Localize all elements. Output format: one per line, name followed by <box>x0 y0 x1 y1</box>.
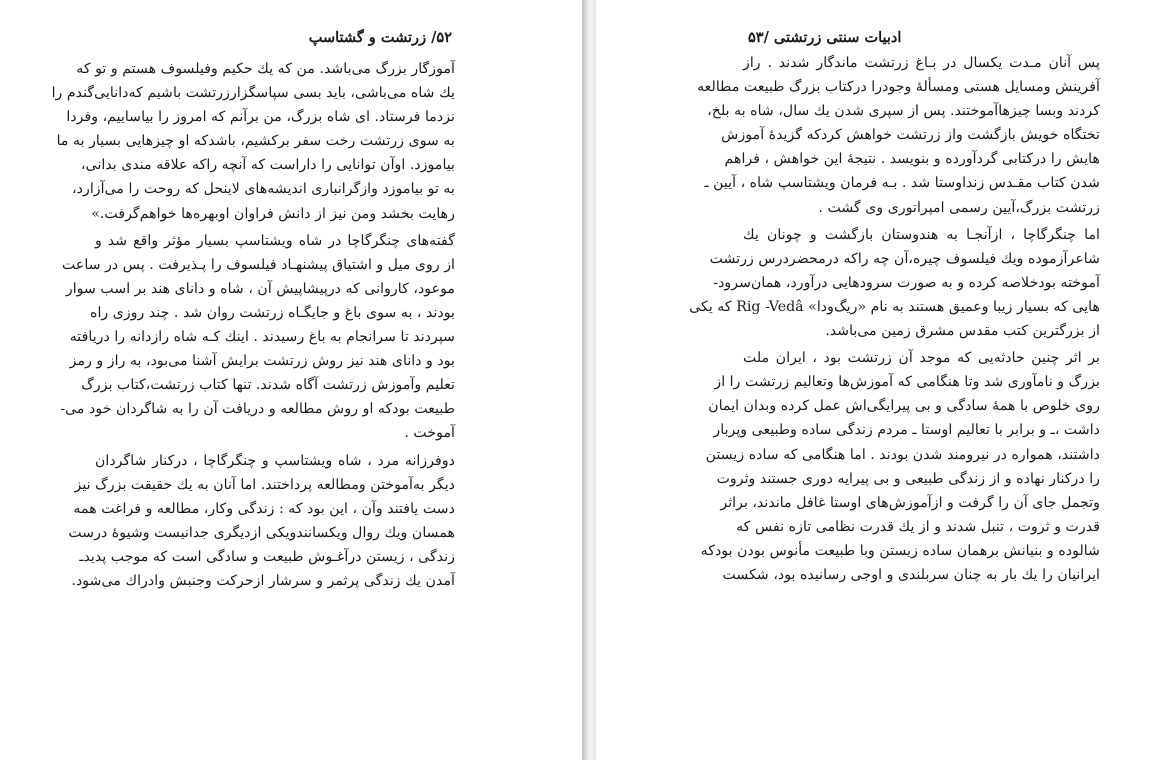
right-body-text <box>689 51 1100 587</box>
text-line: طبیعت بودکه او روش مطالعه و دریافت آن را به شاگردان خود می- <box>60 401 455 418</box>
left-body-text <box>51 57 455 593</box>
text-line: کردند وبسا چیزهاآموختند. پس از سپری شدن یك سال، شاه به بلخ، <box>707 103 1100 120</box>
text-line: هایی که بسیار زیبا وعمیق هستند به نام «ریگ‌ودا» Rig -Vedâ که یکی <box>689 298 1100 315</box>
text-line: رهایت بخشد ومن نیز از دانش فراوان اوبهره‌ها خواهم‌گرفت.» <box>91 205 455 222</box>
text-line: بودند ، به سوی باغ و جایگـاه زرتشت روان شد . چند روزی راه <box>90 304 455 321</box>
text-line: آموخته بودخلاصه کرده و به صورت سرودهایی درآورد، همان‌سرود- <box>713 274 1100 291</box>
text-line: تختگاه خویش بازگشت واز زرتشت خواهش کردکه گزیدهٔ آموزش <box>721 127 1100 144</box>
text-line: بزرگ و نامآوری شد وتا هنگامی که آموزش‌ها وتعالیم زرتشت را از <box>714 374 1100 391</box>
text-line: نزدما فرستاد. ای شاه بزرگ، من برآنم که امروز را بیاساییم، وفردا <box>66 109 455 126</box>
text-line: گفته‌های چنگرگاچا در شاه ویشتاسپ بسیار مؤثر واقع شد و <box>95 232 455 249</box>
text-line: زرتشت بزرگ،آیین رسمی امپراتوری وی گشت . <box>818 199 1100 216</box>
text-line: آمدن یك زندگی پرثمر و سرشار ازحرکت وجنبش وادراك می‌شود. <box>71 572 455 589</box>
text-line: را درکنار نهاده و از زندگی طبیعی و بی پیرایه دوری جستند وثروت <box>716 470 1100 487</box>
text-line: ایرانیان را یك بار به چنان سربلندی و اوجی رسانیده بود، شکست <box>722 566 1100 583</box>
text-line: هایش را درکتابی گردآورده و بنویسد . نتیجهٔ این خواهش ، فراهم <box>724 151 1100 168</box>
text-line: بیاموزد. اوآن توانایی را داراست که آنچه راکه علاقه مندی بدانی، <box>81 157 455 174</box>
text-line: بود و دانای هند نیز روش زرتشت برایش آشنا می‌بود، به راز و رمز <box>69 353 455 370</box>
text-line: پس آنان مـدت یکسال در بـاغ زرتشت ماندگار شدند . راز <box>743 55 1100 71</box>
text-line: آموخت . <box>404 425 455 442</box>
text-line: به سوی زرتشت رخت سفر برکشیم، باشدکه او چیزهایی بسیار به ما <box>56 133 455 150</box>
text-line: تعلیم وآموزش زرتشت آگاه شدند. تنها کتاب زرتشت،کتاب بزرگ <box>81 377 455 394</box>
text-line: داشت ،ـ و برابر با تعالیم اوستا ـ مردم زندگی ساده وطبیعی وپربار <box>713 422 1100 439</box>
text-line: دوفرزانه مرد ، شاه ویشتاسپ و چنگرگاچا ، درکنار شاگردان <box>95 452 455 469</box>
text-line: دیگر به‌آموختن ومطالعه پرداختند. اما آنان به یك حقیقت بزرگ نیز <box>74 476 455 493</box>
text-line: زندگی ، زیستن درآغـوش طبیعت و سادگی است که موجب پدیدـ <box>79 548 455 565</box>
text-line: دست یافتند وآن ، این بود که : زندگی وکار، مطالعه و فراغت همه <box>73 500 455 517</box>
text-line: از بزرگترین کتب مقدس مشرق زمین می‌باشد. <box>825 323 1100 340</box>
text-line: اما چنگرگاچا ، ازآنجـا به هندوستان بازگشت و چونان یك <box>743 226 1100 243</box>
text-line: قدرت و ثروت ، تنبل شدند و از یك قدرت نظامی تازه نفس که <box>736 518 1100 535</box>
text-line: از روی میل و اشتیاق پیشنهـاد فیلسوف را پـذیرفت . پس در ساعت <box>61 256 455 273</box>
text-line: وتجمل جای آن را گرفت و ازآموزش‌های اوستا غافل ماندند، براثر <box>720 494 1100 511</box>
book-gutter <box>582 0 596 760</box>
text-line: آفرینش ومسایل هستی ومسألهٔ وجودرا درکتاب بزرگ طبیعت مطالعه <box>697 79 1100 96</box>
text-line: داشتند، همواره در نیرومند شدن بودند . اما هنگامی که ساده زیستن <box>705 446 1100 463</box>
text-line: بر اثر چنین حادثه‌یی که موجد آن زرتشت بود ، ایران ملت <box>743 350 1100 367</box>
text-line: روی خلوص با همهٔ سادگی و بی پیرایگی‌اش عمل کرده وبدان ایمان <box>708 398 1100 415</box>
text-line: شدن کتاب مقـدس زنداوستا شد . بـه فرمان ویشتاسپ شاه ، آیین ـ <box>704 175 1100 192</box>
text-line: شاعرآزموده ویك فیلسوف چیره،آن چه راکه درمحضردرس زرتشت <box>709 250 1100 267</box>
text-line: سپردند تا سرانجام به باغ رسیدند . اینك کـه شاه رازدانه را دریافته <box>69 329 455 346</box>
text-line: آموزگار بزرگ می‌باشد. من که یك حکیم وفیلسوف هستم و تو که <box>76 61 455 77</box>
text-line: موعود، کاروانی که درپیشاپیش آن ، شاه و دانای هند بر اسب سوار <box>65 280 455 297</box>
right-running-head: ادبیات سنتی زرتشتی /۵۳ <box>748 29 902 46</box>
text-line: شالوده و بنیانش برهمان ساده زیستن وبا طبیعت مأنوس بودن بودکه <box>700 542 1100 559</box>
text-line: یك شاه می‌باشی، باید بسی سپاسگزارزرتشت باشیم که‌دانایی‌گندم را <box>51 85 455 102</box>
text-line: همسان ویك روال ویکسانندویکی ازدیگری جدانیست وشیوهٔ درست <box>68 524 455 541</box>
left-running-head: ۵۲/ زرتشت و گشتاسپ <box>308 29 452 46</box>
text-line: به تو بیاموزد وازگرانباری اندیشه‌های لاینحل که روحت را می‌آزارد، <box>72 181 455 198</box>
